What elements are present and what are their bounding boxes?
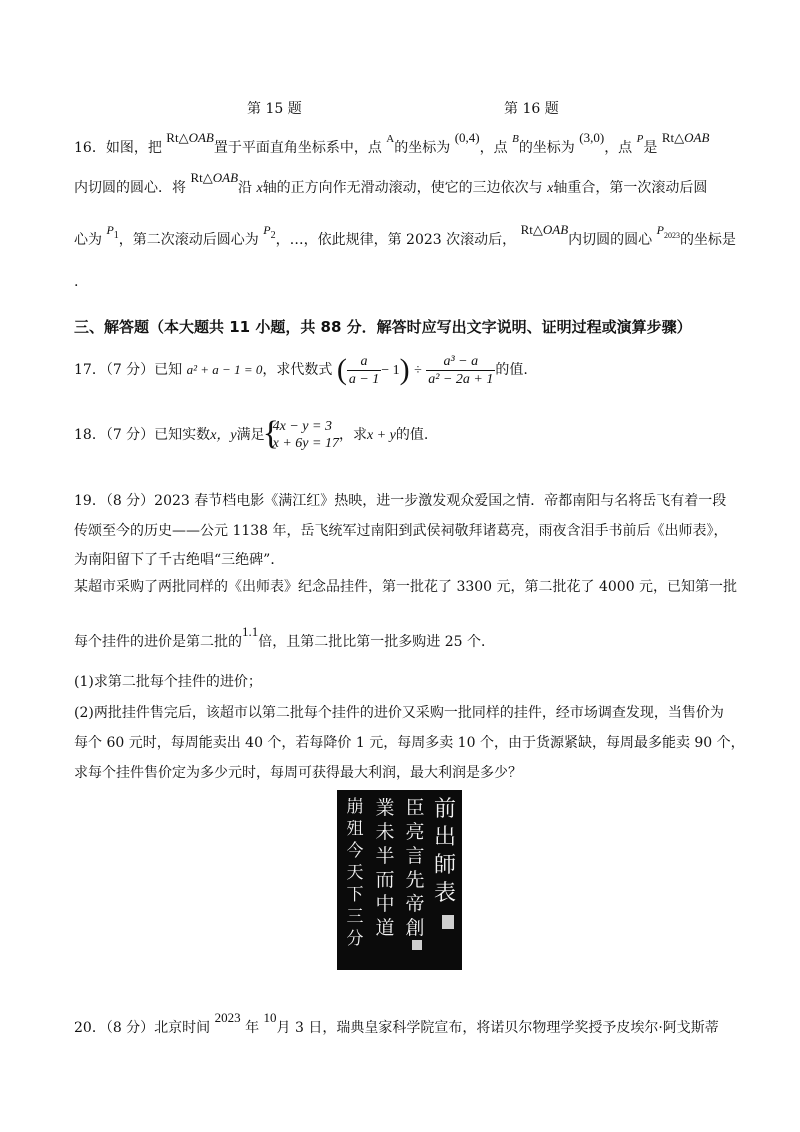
q16-text: 内切圆的圆心．将 [74,180,186,196]
q19-line-4: 某超市采购了两批同样的《出师表》纪念品挂件，第一批花了 3300 元，第二批花了 4000 元，已知第一批 [74,579,738,595]
point-b-coordinates: (3,0) [579,130,605,145]
calligraphy-column-1: 前出師表 [433,797,456,906]
p2023-subscript: 2023 [663,231,680,240]
q17-number: 17． [74,362,106,378]
p-letter: P [263,223,271,237]
q19-line-1 [74,491,726,511]
q18-text: 的值. [395,427,429,443]
q19-part-1: (1)求第二批每个挂件的进价； [74,674,262,690]
q19-part-2-line-3: 求每个挂件售价定为多少元时，每周可获得最大利润，最大利润是多少？ [74,765,522,781]
q20-number: 20． [74,1020,106,1036]
q18-number: 18． [74,427,106,443]
calligraphy-image [337,790,462,970]
q16-text: 轴的正方向作无滑动滚动，使它的三边依次与 [262,180,543,196]
q20-text: 月 3 日，瑞典皇家科学院宣布，将诺贝尔物理学奖授予皮埃尔·阿戈斯蒂 [276,1020,719,1036]
rt-triangle-symbol: Rt△ [520,222,543,237]
q18-text: （7 分）已知实数 [105,427,211,443]
q16-text: 的坐标为 [518,140,575,156]
p1-label [106,223,119,241]
q16-text: ，…，依此规律，第 2023 次滚动后， [275,232,517,248]
q16-line-4: . [74,274,79,290]
rt-triangle-symbol: Rt△ [166,130,189,145]
triangle-oab: OAB [542,222,569,237]
triangle-oab: OAB [684,130,710,145]
p2-label [263,223,276,241]
q17-line [74,352,528,392]
q19-text: 每个挂件的进价是第二批的 [74,634,242,650]
point-a-label: A [386,133,395,145]
fraction-main [426,353,495,388]
left-brace: { [262,415,279,452]
q16-text: ，点 [604,140,633,156]
q16-text: 沿 [238,180,253,196]
equation-system [262,415,339,452]
q16-line-1 [74,130,710,159]
rt-triangle-symbol: Rt△ [190,170,213,185]
q19-part-2-line-2: 每个 60 元时，每周能卖出 40 个，若每降价 1 元，每周多卖 10 个，由于货源紧缺，每周最多能卖 90 个， [74,735,745,751]
q16-text: 轴重合，第一次滚动后圆 [553,180,708,196]
q18-line [74,416,428,456]
q16-text: ，点 [479,140,508,156]
price-ratio: 1.1 [242,624,259,639]
fraction-a-over-a-minus-1 [347,353,381,388]
p-letter: P [106,223,114,237]
q20-text: 年 [245,1020,260,1036]
q18-text: 满足 [236,427,265,443]
q16-text: 是 [643,140,658,156]
q19-number: 19． [74,493,106,509]
fraction-denominator: a² − 2a + 1 [428,371,494,387]
q16-text: 心为 [74,232,102,248]
calligraphy-column-3: 業未半而中道 [375,797,395,939]
x-axis-variable: x [256,181,263,196]
month-value: 10 [263,1010,277,1025]
q18-text: ，求 [338,427,367,443]
fraction-denominator: a − 1 [348,371,380,387]
q17-text: 的值. [495,362,528,378]
seal-stamp [442,915,454,929]
section-3-heading: 三、解答题（本大题共 11 小题，共 88 分．解答时应写出文字说明、证明过程或演算步骤） [74,318,692,336]
point-b-label: B [512,133,519,145]
q19-line-2: 传颂至今的历史——公元 1138 年，岳飞统军过南阳到武侯祠敬拜诸葛亮，雨夜含泪手书前后《出师表》， [74,523,728,539]
q16-text: 的坐标是 [679,232,736,248]
p1-subscript: 1 [113,230,119,241]
p-letter: P [656,223,664,237]
caption-question-15: 第 15 题 [247,101,302,117]
q16-text: 的坐标为 [394,140,451,156]
q16-line-3 [74,222,736,252]
right-paren: ) [399,353,410,386]
q18-expression: x + y [366,428,396,443]
q19-line-5 [74,624,495,652]
q18-variables: x，y [210,428,237,443]
year-value: 2023 [214,1010,241,1025]
calligraphy-column-2: 臣亮言先帝創 [405,797,425,939]
rt-triangle-symbol: Rt△ [661,130,685,145]
q16-text: ，第二次滚动后圆心为 [118,232,259,248]
triangle-oab: OAB [212,170,239,185]
fraction-numerator: a³ − a [426,353,495,371]
q16-number: 16． [74,140,106,156]
q17-text: ，求代数式 [262,362,333,378]
p2023-label [656,223,680,240]
q19-text: （8 分）2023 春节档电影《满江红》热映，进一步激发观众爱国之情．帝都南阳与名将岳飞有着一段 [105,493,727,509]
seal-stamp [412,940,422,950]
q16-line-2 [74,170,708,199]
equation-2: x + 6y = 17 [272,436,339,451]
x-axis-variable: x [547,181,554,196]
q19-part-2-line-1: (2)两批挂件售完后，该超市以第二批每个挂件的进价又采购一批同样的挂件，经市场调查发现，当售价为 [74,705,724,721]
p2-subscript: 2 [270,230,276,241]
q17-text: （7 分）已知 [105,362,183,378]
fraction-numerator: a [347,353,381,371]
triangle-oab: OAB [188,130,214,145]
q16-text: 如图，把 [105,140,162,156]
calligraphy-column-4: 崩殂今天下三分 [346,797,364,949]
point-a-coordinates: (0,4) [454,130,480,145]
point-p-label: P [636,133,644,145]
q20-line [74,1010,719,1038]
minus-one: − 1 [381,363,400,378]
division-sign: ÷ [414,363,422,378]
equation-1: 4x − y = 3 [272,419,332,434]
caption-question-16: 第 16 题 [504,101,559,117]
q20-text: （8 分）北京时间 [105,1020,211,1036]
q19-line-3: 为南阳留下了千古绝唱“三绝碑”． [74,552,285,568]
left-paren: ( [336,353,347,386]
q16-text: 内切圆的圆心 [568,232,653,248]
q19-text: 倍，且第二批比第一批多购进 25 个． [258,634,495,650]
q16-text: 置于平面直角坐标系中，点 [213,140,382,156]
q17-condition: a² + a − 1 = 0 [186,362,263,377]
